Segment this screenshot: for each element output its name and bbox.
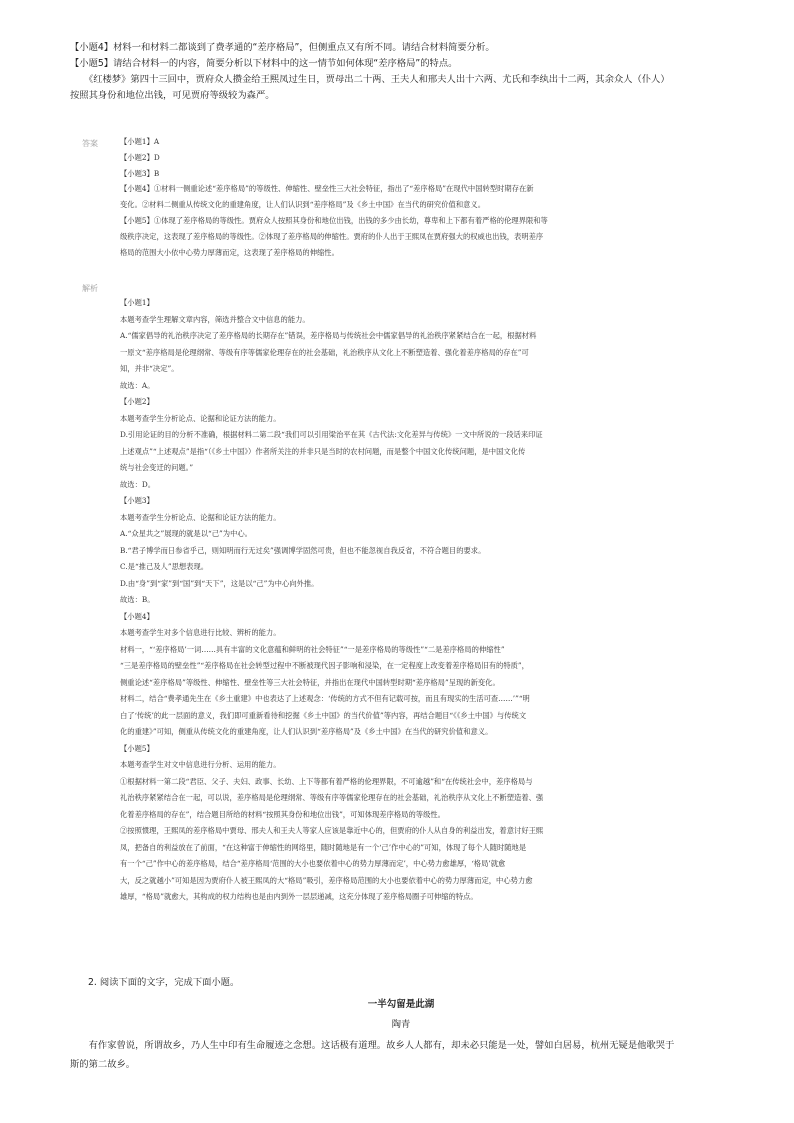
explanation-line: 雄厚，“格局”就愈大，其构成的权力结构也是由内到外一层层递减，这充分体现了差序格局圈子可伸缩的特点。 [120, 892, 478, 901]
answer-line: 【小题1】A [120, 137, 160, 146]
explanation-line: “三是差序格局的壁垒性”“差序格局在社会转型过程中不断被现代因子影响和浸染，在一定程度上改变着差序格局旧有的特质”， [120, 661, 529, 670]
explanation-line: 白了‘传统’的此一层面的意义，我们即可重新看待和挖掘《乡土中国》的当代价值”等内容，再结合题目“《《乡土中国》与传统文 [120, 710, 527, 720]
explanation-line: 有一个“己”作中心的差序格局，结合“差序格局‘范围的大小也要依着中心的势力厚薄而定’，中心势力愈雄厚，‘格局’就愈 [120, 859, 506, 868]
explanation-line: 本题考查学生理解文章内容，筛选并整合文中信息的能力。 [120, 314, 310, 324]
section-2-intro: 2. 阅读下面的文字，完成下面小题。 [88, 977, 240, 988]
explanation-line: C.是“推己及人”思想表现。 [120, 562, 209, 571]
explanation-line: 本题考查学生对多个信息进行比较、辨析的能力。 [120, 628, 281, 637]
explanation-line: 大，反之就越小”可知是因为贾府仆人被王熙凤的大“格局”吸引，差序格局范围的大小也要依着中心的势力厚薄而定，中心势力愈 [120, 875, 533, 885]
explanation-line: 化的重建》”可知，侧重从传统文化的重建角度，让人们认识到“差序格局”及《乡土中国》在当代的研究价值和意义。 [120, 727, 493, 736]
explanation-line: 一原文“差序格局是伦理纲常、等级有序等儒家伦理存在的社会基础，礼治秩序从文化上不断塑造着、强化着差序格局的存在”可 [120, 347, 529, 357]
explanation-line: 侧重论述“差序格局”等级性、伸缩性、壁垒性等三大社会特征，并指出在现代中国转型时期“差序格局”呈现的新变化。 [120, 677, 500, 687]
explanation-line: A.“儒家倡导的礼治秩序决定了差序格局的长期存在”错误，差序格局与传统社会中儒家倡导的礼治秩序紧紧结合在一起，根据材料 [120, 331, 537, 340]
explanation-line: 【小题5】 [120, 743, 154, 753]
explanation-line: 材料一，“‘差序格局’一词……具有丰富的文化意蕴和鲜明的社会特征”“一是差序格局的等级性”“二是差序格局的伸缩性” [120, 644, 505, 654]
explanation-line: ①根据材料一第二段“君臣、父子、夫妇、政事、长幼、上下等都有着严格的伦理界限，不可逾越”和“在传统社会中，差序格局与 [120, 776, 533, 786]
explanation-line: 故选：D。 [120, 479, 156, 489]
section-2 [70, 974, 732, 1074]
explanation-line: 上述观点”“上述观点”是指“（《乡土中国》）作者所关注的并非只是当时的农村问题，而是整个中国文化传统问题，是中国文化传 [120, 446, 526, 456]
question-5: 【小题5】请结合材料一的内容，简要分析以下材料中的这一情节如何体现“差序格局”的特点。 [70, 58, 458, 69]
answer-line: 级秩序决定，这表现了差序格局的等级性。②体现了差序格局的伸缩性。贾府的仆人出于王熙凤在贾府强大的权威也出钱，表明差序 [120, 231, 544, 241]
answer-line: 【小题2】D [120, 152, 160, 162]
answer-line: 【小题4】①材料一侧重论述“差序格局”的等级性、伸缩性、壁垒性三大社会特征，指出了“差序格局”在现代中国转型时期存在新 [120, 184, 534, 194]
article-paragraph-line: 有作家曾说，所谓故乡，乃人生中印有生命履迹之念想。这话极有道理。故乡人人都有，却未必只能是一处，譬如白居易，杭州无疑是他歌哭于 [70, 1040, 675, 1051]
explanation-line: 材料二，结合“费孝通先生在《乡土重建》中也表达了上述观念：‘传统的方式不但有记载可按，而且有现实的生活可查……’”“明 [120, 694, 530, 703]
answer-line: 【小题5】①体现了差序格局的等级性。贾府众人按照其身份和地位出钱，出钱的多少由长幼，尊卑和上下都有着严格的伦理界限和等 [120, 215, 548, 225]
explanation-line: 凤，把备自的利益放在了前面，“在这种富于伸缩性的网络里，随时随地是有一个‘己’作中心的”可知，体现了每个人随时随地是 [120, 842, 527, 852]
article-author: 陶青 [391, 1019, 411, 1030]
explanation-line: 【小题2】 [120, 397, 154, 406]
answer-line: 【小题3】B [120, 168, 160, 178]
explanation-line: D.引用论证的目的分析不准确，根据材料二第二段“我们可以引用梁治平在其《古代法:文化差异与传统》一文中所说的一段话来印证 [120, 430, 543, 439]
article-title: 一半勾留是此湖 [367, 999, 435, 1010]
answer-line: 格局的范围大小依中心势力厚薄而定，这表现了差序格局的伸缩性。 [120, 247, 339, 257]
answer-block [120, 134, 720, 260]
question-material-line-2: 按照其身份和地位出钱，可见贾府等级较为森严。 [70, 90, 275, 101]
explanation-block [120, 295, 720, 906]
explanation-line: 统与社会变迁的问题。” [120, 463, 194, 472]
explanation-line: 本题考查学生对文中信息进行分析、运用的能力。 [120, 760, 281, 769]
explanation-label: 解析 [82, 284, 98, 293]
explanation-line: 本题考查学生分析论点、论据和论证方法的能力。 [120, 512, 281, 522]
explanation-line: 故选：A。 [120, 380, 155, 390]
article-paragraph-line: 斯的第二故乡。 [70, 1059, 136, 1070]
explanation-line: 知，并非“决定”。 [120, 364, 179, 373]
answer-line: 变化。②材料二侧重从传统文化的重建角度，让人们认识到“差序格局”及《乡土中国》在当代的研究价值和意义。 [120, 200, 486, 210]
questions-block [70, 40, 732, 104]
explanation-line: 【小题3】 [120, 496, 154, 505]
explanation-line: B.“君子博学而日参省乎己，则知明而行无过矣”强调博学固然可贵，但也不能忽视自我反省，不符合题目的要求。 [120, 545, 486, 555]
explanation-line: 故选：B。 [120, 595, 155, 604]
answer-label: 答案 [82, 139, 98, 148]
explanation-line: 【小题1】 [120, 298, 154, 307]
explanation-line: A.“众星共之”展现的就是以“己”为中心。 [120, 529, 252, 538]
explanation-line: 本题考查学生分析论点、论据和论证方法的能力。 [120, 413, 281, 423]
question-4: 【小题4】材料一和材料二都谈到了费孝通的“差序格局”，但侧重点又有所不同。请结合材料简要分析。 [70, 42, 495, 53]
explanation-line: D.由“身”到“家”到“国”到“天下”，这是以“己”为中心向外推。 [120, 578, 319, 588]
explanation-line: 化着差序格局的存在”，结合题目所给的材料“按照其身份和地位出钱”，可知体现差序格局的等级性。 [120, 809, 445, 819]
question-material-line-1: 《红楼梦》第四十三回中，贾府众人攒金给王熙凤过生日，贾母出二十两、王夫人和邢夫人出十六两、尤氏和李纨出十二两，其余众人（仆人） [70, 74, 670, 85]
explanation-line: 礼治秩序紧紧结合在一起，可以说，差序格局是伦理纲常、等级有序等儒家伦理存在的社会基础，礼治秩序从文化上不断塑造着、强 [120, 793, 544, 802]
explanation-line: 【小题4】 [120, 611, 154, 621]
explanation-line: ②按照惯理，王熙凤的差序格局中贾母、邢夫人和王夫人等家人应该是靠近中心的，但贾府的仆人从自身的利益出发，着意讨好王熙 [120, 826, 544, 835]
